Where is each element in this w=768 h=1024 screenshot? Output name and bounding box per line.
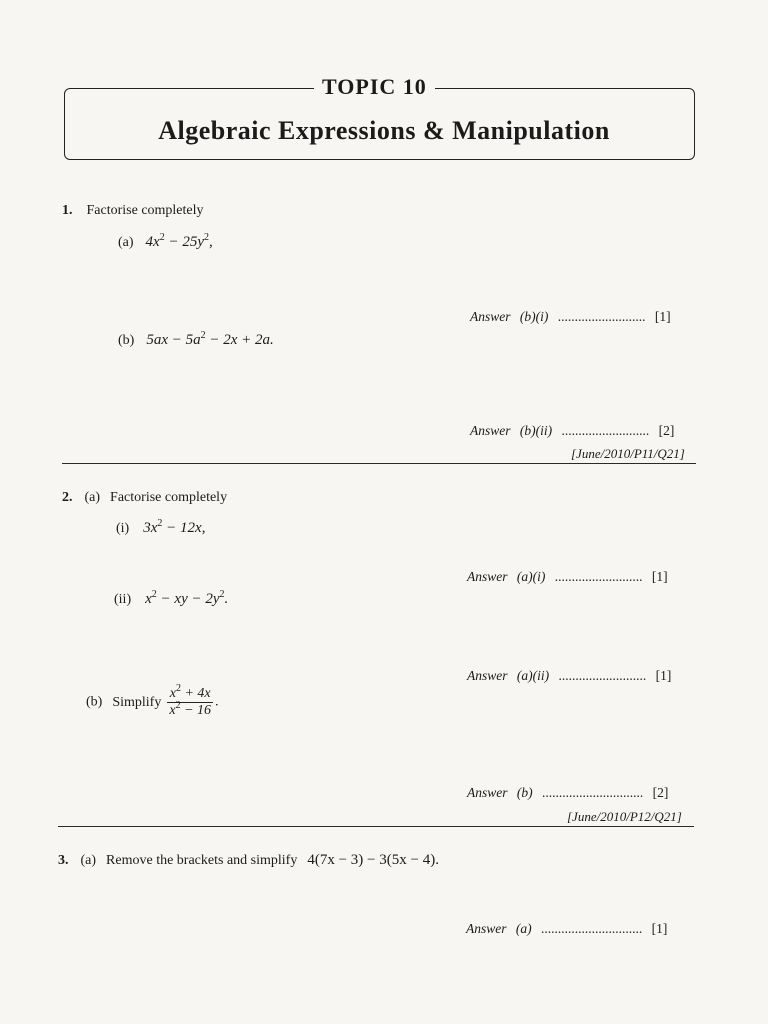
question-2 (62, 488, 227, 506)
q1a-expression: $4x^2 - 25y^2$, (145, 232, 213, 250)
part-label: (a) (80, 853, 97, 868)
q2aii-expression: $x^2$ − xy − $2y^2$. (145, 589, 229, 607)
source-reference: [June/2010/P11/Q21] (571, 446, 685, 461)
page-title: Algebraic Expressions & Manipulation (158, 116, 610, 145)
q1-part-a (118, 233, 213, 251)
part-label: (b) (118, 333, 135, 348)
question-number: 2. (62, 490, 73, 505)
question-1 (62, 201, 204, 219)
q2-part-a-i (116, 519, 205, 537)
part-label: (ii) (114, 592, 132, 607)
divider (58, 826, 694, 827)
q3a-expression: 4(7x − 3) − 3(5x − 4). (307, 852, 439, 868)
question-number: 3. (58, 853, 69, 868)
q2-part-a-ii (114, 590, 228, 608)
q2ai-expression: $3x^2 - 12x$, (143, 518, 206, 536)
marks: [2] (652, 785, 669, 800)
q1-part-b (118, 331, 274, 349)
q1b-expression: $5ax - 5a^2 - 2x + 2a$. (146, 330, 274, 348)
part-label: (a) (84, 490, 101, 505)
question-number: 1. (62, 203, 73, 218)
fraction (167, 683, 213, 719)
part-label: (a) (118, 235, 134, 250)
q2-part-b: (b) Simplify $\frac{x^2 + 4x}{x^2 - 16}$ . (86, 683, 219, 718)
question-prompt: Simplify (112, 694, 162, 710)
answer-line-q1-bii[interactable]: Answer (b)(ii) .......................... [2] (470, 423, 675, 438)
marks: [2] (658, 423, 675, 438)
marks: [1] (651, 921, 668, 936)
topic-label: TOPIC 10 (314, 74, 435, 100)
answer-line-q2-ai[interactable]: Answer (a)(i) .......................... [1] (467, 569, 668, 584)
part-label: (b) (86, 694, 103, 710)
marks: [1] (651, 569, 668, 584)
fraction-denominator: $x^2 - 16$ (169, 700, 212, 718)
source-reference: [June/2010/P12/Q21] (567, 809, 682, 824)
answer-line-q1-bi[interactable]: Answer (b)(i) .......................... [1] (470, 309, 671, 324)
marks: [1] (654, 309, 671, 324)
question-prompt: Factorise completely (86, 203, 204, 218)
part-label: (i) (116, 521, 130, 536)
answer-line-q2-b[interactable]: Answer (b) .............................. [2] (467, 785, 669, 800)
answer-line-q3-a[interactable]: Answer (a) .............................. [1] (466, 921, 668, 936)
marks: [1] (655, 668, 672, 683)
divider (62, 463, 696, 464)
fraction-numerator: $x^2 + 4x$ (167, 686, 213, 703)
question-prompt: Remove the brackets and simplify (106, 853, 298, 868)
question-prompt: Factorise completely (110, 490, 228, 505)
question-3 (58, 851, 439, 869)
answer-line-q2-aii[interactable]: Answer (a)(ii) .......................... [1] (467, 668, 672, 683)
